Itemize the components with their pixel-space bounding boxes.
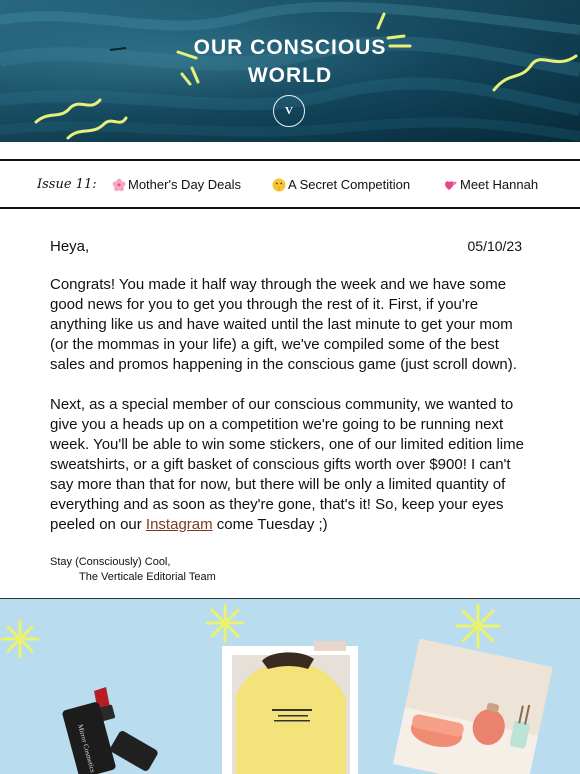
lipstick-image — [62, 687, 159, 774]
signoff-line: Stay (Consciously) Cool, — [50, 556, 171, 568]
paragraph-text: come Tuesday ;) — [212, 516, 328, 533]
sparkle-doodle — [457, 605, 499, 647]
issue-item-secret-competition[interactable] — [272, 177, 410, 192]
shushing-face-icon — [272, 178, 286, 192]
verticale-logo — [273, 95, 305, 127]
issue-navigation-bar — [0, 159, 580, 209]
newsletter-title — [0, 34, 580, 90]
sparkle-doodle — [2, 621, 38, 657]
issue-item-mothers-day-deals[interactable] — [112, 177, 241, 192]
cookware-image — [393, 639, 553, 774]
yellow-sweatshirt-image — [222, 641, 358, 774]
instagram-link[interactable]: Instagram — [145, 516, 213, 533]
promo-illustration — [0, 599, 580, 774]
cherry-blossom-icon — [112, 178, 126, 192]
sparkle-doodle — [207, 605, 243, 641]
issue-item-label: A Secret Competition — [288, 177, 411, 192]
issue-item-label: Meet Hannah — [460, 177, 539, 192]
issue-date: 05/10/23 — [467, 238, 522, 254]
editorial-letter — [0, 211, 580, 597]
lipstick-brand-text: Mirror Cosmetics — [76, 723, 97, 774]
title-line-1: OUR CONSCIOUS — [193, 36, 387, 59]
paragraph-text: Next, as a special member of our conscious community, we wanted to give you a heads up on a competition we're going to be running next week. You'll be able to win some stickers, one of our limited edition lime sweatshirts, or a gift basket of conscious gifts worth over $900! I can't say more than that for now, but there will be only a limited quantity of everything and as soon as they're gone, that's it! So, keep your eyes peeled on our — [50, 396, 524, 533]
header-banner — [0, 0, 580, 142]
mothers-day-promo-banner — [0, 598, 580, 774]
title-line-2: WORLD — [247, 64, 333, 87]
letter-paragraph-2 — [50, 395, 530, 535]
signoff — [50, 555, 216, 585]
issue-item-label: Mother's Day Deals — [128, 177, 242, 192]
issue-label: Issue 11: — [37, 177, 97, 192]
signoff-team: The Verticale Editorial Team — [79, 571, 216, 583]
two-hearts-icon — [444, 178, 458, 192]
greeting: Heya, — [50, 238, 90, 255]
logo-letter: V — [285, 105, 293, 117]
letter-paragraph-1: Congrats! You made it half way through the week and we have some good news for you to get you through the rest of it. First, if you're anything like us and have waited until the last minute to get your mom (or the mommas in your life) a gift, we've compiled some of the best sales and promos happening in the conscious game (just scroll down). — [50, 276, 517, 373]
issue-item-meet-hannah[interactable] — [444, 177, 538, 192]
